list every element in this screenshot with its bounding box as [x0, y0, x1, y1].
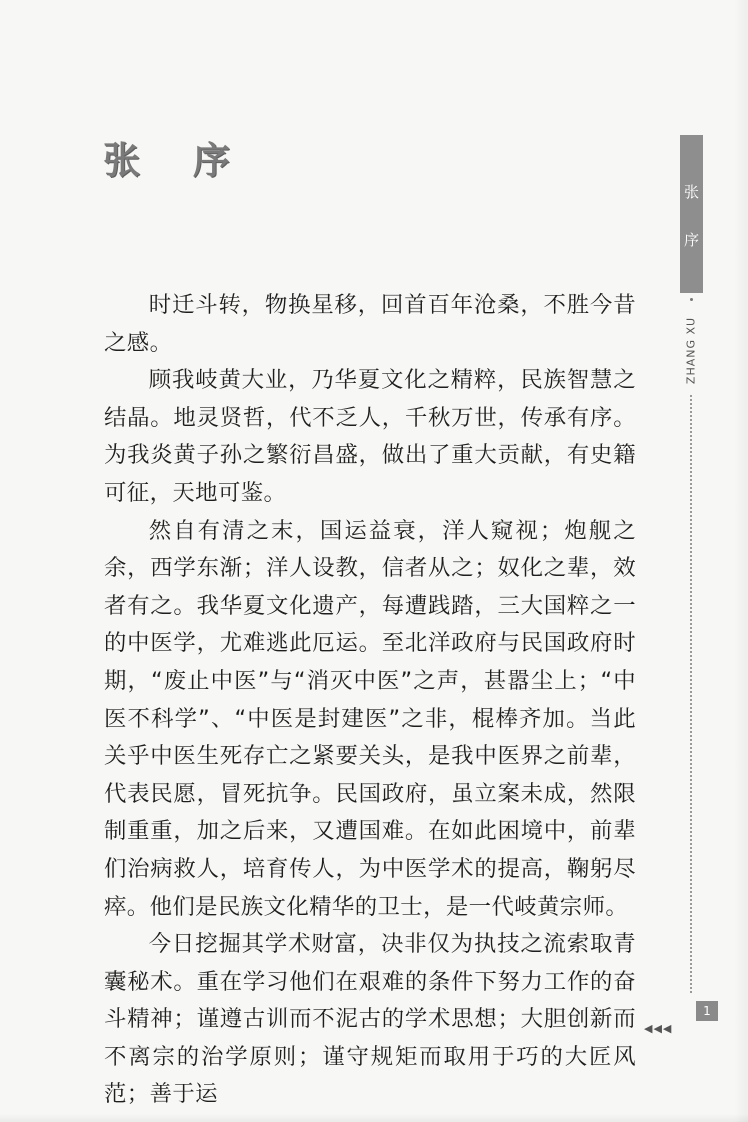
nav-arrows-icon: ◀◀◀ — [644, 1022, 673, 1035]
side-dot — [690, 298, 693, 301]
side-pinyin-label — [677, 318, 705, 388]
page-bottom-edge — [0, 1114, 748, 1122]
side-dotted-line — [690, 395, 692, 993]
paragraph: 时迁斗转，物换星移，回首百年沧桑，不胜今昔之感。 — [104, 292, 636, 356]
page-edge-shadow — [734, 0, 748, 1122]
paragraph: 然自有清之末，国运益衰，洋人窥视；炮舰之余，西学东渐；洋人设教，信者从之；奴化之辈，效者有之。我华夏文化遗产，每遭践踏，三大国粹之一的中医学，尤难逃此厄运。至北洋政府与民国政府时期，“废止中医”与“消灭中医”之声，甚嚣尘上；“中医不科学”、“中医是封建医”之非，棍棒齐加。当此关乎中医生死存亡之紧要关头，是我中医界之前辈，代表民愿，冒死抗争。民国政府，虽立案未成，然限制重重，加之后来，又遭国难。在如此困境中，前辈们治病救人，培育传人，为中医学术的提高，鞠躬尽瘁。他们是民族文化精华的卫士，是一代岐黄宗师。 — [104, 517, 636, 920]
side-tab-char: 序 — [683, 231, 699, 249]
side-tab-char: 张 — [683, 183, 699, 201]
body-text — [104, 287, 636, 1114]
paragraph: 顾我岐黄大业，乃华夏文化之精粹，民族智慧之结晶。地灵贤哲，代不乏人，千秋万世，传承有序。为我炎黄子孙之繁衍昌盛，做出了重大贡献，有史籍可征，天地可鉴。 — [104, 367, 636, 506]
side-pinyin-text: ZHANG XU — [684, 316, 698, 385]
page-number: 1 — [696, 1001, 718, 1021]
chapter-title: 张 序 — [103, 138, 250, 182]
side-chapter-tab — [680, 135, 703, 293]
paragraph: 今日挖掘其学术财富，决非仅为执技之流索取青囊秘术。重在学习他们在艰难的条件下努力工作的奋斗精神；谨遵古训而不泥古的学术思想；大胆创新而不离宗的治学原则；谨守规矩而取用于巧的大匠风范；善于运 — [104, 931, 636, 1108]
